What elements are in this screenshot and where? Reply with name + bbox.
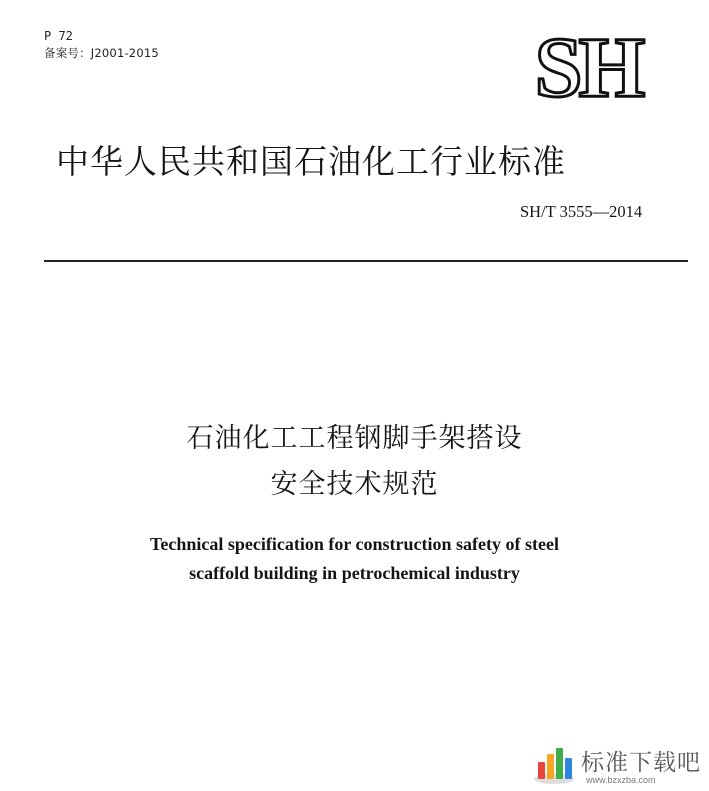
classification-code: P 72 [44, 29, 73, 43]
header-meta [44, 28, 159, 62]
watermark-site-name: 标准下载吧 [581, 750, 701, 776]
title-en-line1: Technical specification for construction safety of steel [150, 534, 559, 554]
title-cn-line1: 石油化工工程钢脚手架搭设 [186, 423, 523, 454]
wm-bar-2 [547, 754, 554, 779]
wm-bar-3 [556, 748, 563, 779]
record-number: 备案号：J2001-2015 [44, 46, 159, 60]
issuer-title: 中华人民共和国石油化工行业标准 [56, 142, 566, 181]
standard-code: SH/T 3555—2014 [520, 202, 643, 221]
bar-chart-logo-icon [532, 742, 576, 786]
wm-bar-4 [565, 758, 572, 779]
title-cn-line2: 安全技术规范 [270, 469, 439, 500]
sh-logo [508, 28, 668, 106]
title-en-line2: scaffold building in petrochemical industry [189, 563, 520, 583]
header-divider [44, 260, 688, 262]
wm-bar-1 [538, 762, 545, 779]
site-watermark [528, 738, 709, 791]
sh-logo-text: SH [534, 28, 642, 106]
watermark-site-url: www.bzxzba.com [586, 775, 656, 785]
